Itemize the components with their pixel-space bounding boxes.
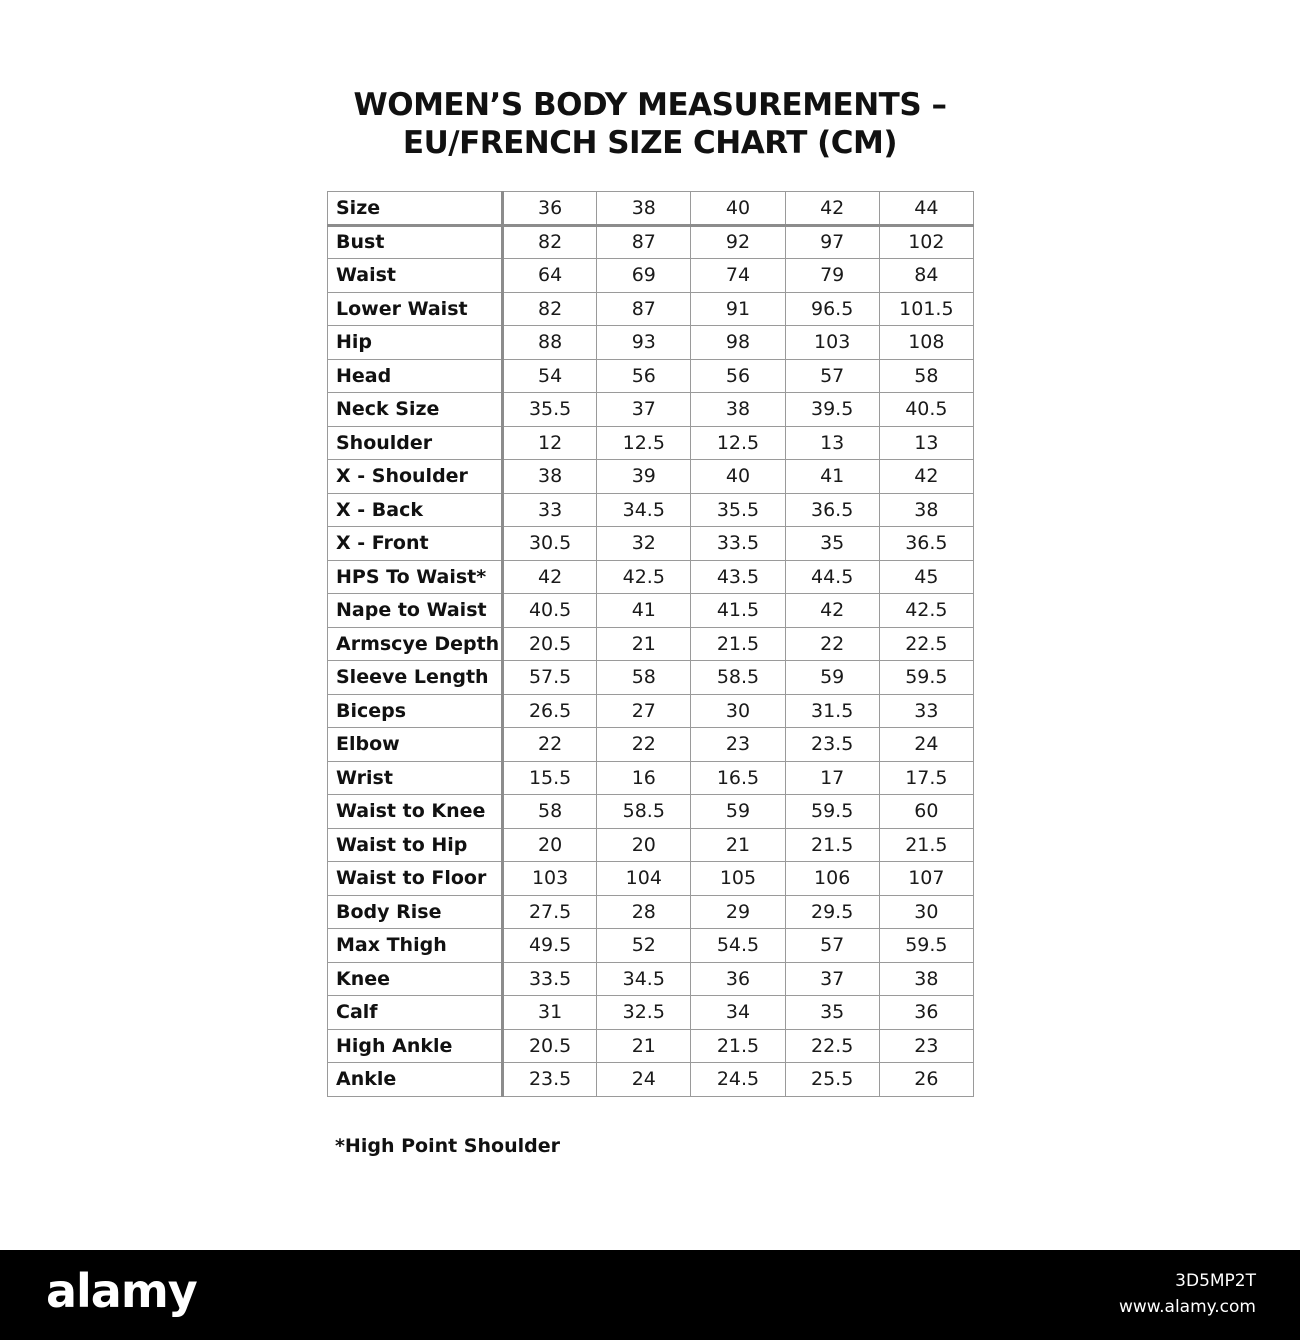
- watermark-banner: [0, 1250, 1300, 1340]
- table-row: [328, 359, 974, 393]
- value-cell: 38: [879, 493, 973, 527]
- value-cell: 103: [785, 326, 879, 360]
- value-cell: 87: [597, 292, 691, 326]
- value-cell: 91: [691, 292, 785, 326]
- value-cell: 30: [879, 895, 973, 929]
- row-label-cell: Knee: [328, 962, 503, 996]
- value-cell: 45: [879, 560, 973, 594]
- value-cell: 38: [691, 393, 785, 427]
- value-cell: 79: [785, 259, 879, 293]
- value-cell: 22: [503, 728, 597, 762]
- value-cell: 42.5: [879, 594, 973, 628]
- row-label-cell: Max Thigh: [328, 929, 503, 963]
- value-cell: 20: [503, 828, 597, 862]
- value-cell: 58.5: [597, 795, 691, 829]
- value-cell: 58.5: [691, 661, 785, 695]
- value-cell: 22: [597, 728, 691, 762]
- table-row: [328, 828, 974, 862]
- value-cell: 33.5: [503, 962, 597, 996]
- value-cell: 101.5: [879, 292, 973, 326]
- value-cell: 21: [597, 627, 691, 661]
- value-cell: 42: [503, 560, 597, 594]
- value-cell: 30: [691, 694, 785, 728]
- row-label-cell: Nape to Waist: [328, 594, 503, 628]
- value-cell: 49.5: [503, 929, 597, 963]
- value-cell: 93: [597, 326, 691, 360]
- row-label-cell: Biceps: [328, 694, 503, 728]
- table-row: [328, 560, 974, 594]
- value-cell: 36.5: [879, 527, 973, 561]
- value-cell: 54.5: [691, 929, 785, 963]
- value-cell: 69: [597, 259, 691, 293]
- value-cell: 26: [879, 1063, 973, 1097]
- value-cell: 37: [785, 962, 879, 996]
- value-cell: 31.5: [785, 694, 879, 728]
- value-cell: 36: [691, 962, 785, 996]
- title-line-2: EU/FRENCH SIZE CHART (CM): [402, 125, 898, 161]
- footnote: *High Point Shoulder: [335, 1135, 560, 1157]
- size-header-cell: 40: [691, 192, 785, 226]
- value-cell: 59.5: [879, 661, 973, 695]
- value-cell: 28: [597, 895, 691, 929]
- value-cell: 22.5: [785, 1029, 879, 1063]
- table-row: [328, 862, 974, 896]
- value-cell: 34.5: [597, 493, 691, 527]
- value-cell: 42: [879, 460, 973, 494]
- value-cell: 41: [785, 460, 879, 494]
- value-cell: 20.5: [503, 1029, 597, 1063]
- value-cell: 92: [691, 225, 785, 259]
- value-cell: 59: [785, 661, 879, 695]
- value-cell: 37: [597, 393, 691, 427]
- row-label-cell: Waist to Floor: [328, 862, 503, 896]
- row-label-cell: Waist to Knee: [328, 795, 503, 829]
- value-cell: 44.5: [785, 560, 879, 594]
- value-cell: 40.5: [879, 393, 973, 427]
- value-cell: 40.5: [503, 594, 597, 628]
- value-cell: 87: [597, 225, 691, 259]
- table-row: [328, 795, 974, 829]
- value-cell: 54: [503, 359, 597, 393]
- row-label-cell: Waist: [328, 259, 503, 293]
- table-row: [328, 1029, 974, 1063]
- value-cell: 35.5: [691, 493, 785, 527]
- value-cell: 41.5: [691, 594, 785, 628]
- size-header-cell: 44: [879, 192, 973, 226]
- row-label-cell: Neck Size: [328, 393, 503, 427]
- row-label-cell: Hip: [328, 326, 503, 360]
- value-cell: 21.5: [691, 1029, 785, 1063]
- row-label-cell: Waist to Hip: [328, 828, 503, 862]
- value-cell: 59.5: [785, 795, 879, 829]
- value-cell: 20: [597, 828, 691, 862]
- value-cell: 59.5: [879, 929, 973, 963]
- row-label-cell: Body Rise: [328, 895, 503, 929]
- value-cell: 34: [691, 996, 785, 1030]
- value-cell: 23.5: [785, 728, 879, 762]
- value-cell: 23: [691, 728, 785, 762]
- row-label-cell: Head: [328, 359, 503, 393]
- value-cell: 32: [597, 527, 691, 561]
- table-row: [328, 527, 974, 561]
- table-row: [328, 627, 974, 661]
- row-label-cell: Ankle: [328, 1063, 503, 1097]
- row-label-cell: X - Front: [328, 527, 503, 561]
- value-cell: 40: [691, 460, 785, 494]
- value-cell: 38: [879, 962, 973, 996]
- value-cell: 21.5: [785, 828, 879, 862]
- value-cell: 21.5: [691, 627, 785, 661]
- table-row: [328, 493, 974, 527]
- value-cell: 21: [691, 828, 785, 862]
- row-label-cell: X - Back: [328, 493, 503, 527]
- value-cell: 13: [879, 426, 973, 460]
- value-cell: 42.5: [597, 560, 691, 594]
- value-cell: 21: [597, 1029, 691, 1063]
- value-cell: 23.5: [503, 1063, 597, 1097]
- value-cell: 58: [503, 795, 597, 829]
- value-cell: 35: [785, 527, 879, 561]
- value-cell: 17.5: [879, 761, 973, 795]
- table-row: [328, 895, 974, 929]
- value-cell: 22: [785, 627, 879, 661]
- size-header-cell: 38: [597, 192, 691, 226]
- table-row: [328, 1063, 974, 1097]
- value-cell: 12: [503, 426, 597, 460]
- value-cell: 31: [503, 996, 597, 1030]
- table-row: [328, 393, 974, 427]
- value-cell: 64: [503, 259, 597, 293]
- value-cell: 106: [785, 862, 879, 896]
- size-chart-table: [327, 191, 974, 1097]
- value-cell: 96.5: [785, 292, 879, 326]
- table-row: [328, 460, 974, 494]
- row-label-cell: Lower Waist: [328, 292, 503, 326]
- value-cell: 39.5: [785, 393, 879, 427]
- header-row: [328, 192, 974, 226]
- value-cell: 39: [597, 460, 691, 494]
- value-cell: 38: [503, 460, 597, 494]
- value-cell: 43.5: [691, 560, 785, 594]
- value-cell: 33: [879, 694, 973, 728]
- value-cell: 34.5: [597, 962, 691, 996]
- value-cell: 27: [597, 694, 691, 728]
- title-line-1: WOMEN’S BODY MEASUREMENTS –: [353, 87, 947, 123]
- value-cell: 33: [503, 493, 597, 527]
- value-cell: 105: [691, 862, 785, 896]
- size-header-cell: 36: [503, 192, 597, 226]
- row-label-cell: X - Shoulder: [328, 460, 503, 494]
- table-row: [328, 426, 974, 460]
- value-cell: 103: [503, 862, 597, 896]
- size-header-cell: 42: [785, 192, 879, 226]
- table-row: [328, 661, 974, 695]
- value-cell: 98: [691, 326, 785, 360]
- row-label-cell: HPS To Waist*: [328, 560, 503, 594]
- table-row: [328, 996, 974, 1030]
- value-cell: 33.5: [691, 527, 785, 561]
- value-cell: 35.5: [503, 393, 597, 427]
- value-cell: 57.5: [503, 661, 597, 695]
- value-cell: 15.5: [503, 761, 597, 795]
- value-cell: 97: [785, 225, 879, 259]
- table-row: [328, 728, 974, 762]
- value-cell: 12.5: [597, 426, 691, 460]
- value-cell: 16: [597, 761, 691, 795]
- value-cell: 36.5: [785, 493, 879, 527]
- row-label-cell: Sleeve Length: [328, 661, 503, 695]
- header-label-cell: Size: [328, 192, 503, 226]
- value-cell: 13: [785, 426, 879, 460]
- value-cell: 57: [785, 929, 879, 963]
- value-cell: 57: [785, 359, 879, 393]
- size-chart-body: [328, 192, 974, 1097]
- table-row: [328, 761, 974, 795]
- value-cell: 27.5: [503, 895, 597, 929]
- value-cell: 56: [597, 359, 691, 393]
- chart-title: [0, 86, 1300, 162]
- value-cell: 20.5: [503, 627, 597, 661]
- value-cell: 30.5: [503, 527, 597, 561]
- table-row: [328, 929, 974, 963]
- value-cell: 84: [879, 259, 973, 293]
- value-cell: 74: [691, 259, 785, 293]
- value-cell: 52: [597, 929, 691, 963]
- value-cell: 58: [597, 661, 691, 695]
- value-cell: 21.5: [879, 828, 973, 862]
- row-label-cell: Wrist: [328, 761, 503, 795]
- value-cell: 82: [503, 292, 597, 326]
- value-cell: 58: [879, 359, 973, 393]
- value-cell: 42: [785, 594, 879, 628]
- value-cell: 102: [879, 225, 973, 259]
- value-cell: 59: [691, 795, 785, 829]
- value-cell: 56: [691, 359, 785, 393]
- value-cell: 104: [597, 862, 691, 896]
- table-row: [328, 694, 974, 728]
- image-id: 3D5MP2T: [1175, 1271, 1256, 1291]
- row-label-cell: Armscye Depth: [328, 627, 503, 661]
- table-row: [328, 594, 974, 628]
- value-cell: 24.5: [691, 1063, 785, 1097]
- value-cell: 29: [691, 895, 785, 929]
- value-cell: 16.5: [691, 761, 785, 795]
- value-cell: 25.5: [785, 1063, 879, 1097]
- value-cell: 32.5: [597, 996, 691, 1030]
- value-cell: 23: [879, 1029, 973, 1063]
- table-row: [328, 962, 974, 996]
- value-cell: 88: [503, 326, 597, 360]
- table-row: [328, 292, 974, 326]
- value-cell: 107: [879, 862, 973, 896]
- table-row: [328, 225, 974, 259]
- value-cell: 26.5: [503, 694, 597, 728]
- value-cell: 36: [879, 996, 973, 1030]
- row-label-cell: Calf: [328, 996, 503, 1030]
- site-url: www.alamy.com: [1118, 1297, 1256, 1317]
- value-cell: 35: [785, 996, 879, 1030]
- value-cell: 29.5: [785, 895, 879, 929]
- row-label-cell: Shoulder: [328, 426, 503, 460]
- value-cell: 17: [785, 761, 879, 795]
- value-cell: 12.5: [691, 426, 785, 460]
- value-cell: 108: [879, 326, 973, 360]
- value-cell: 22.5: [879, 627, 973, 661]
- table-row: [328, 326, 974, 360]
- value-cell: 41: [597, 594, 691, 628]
- alamy-logo: alamy: [46, 1264, 197, 1318]
- value-cell: 60: [879, 795, 973, 829]
- value-cell: 24: [879, 728, 973, 762]
- row-label-cell: Bust: [328, 225, 503, 259]
- row-label-cell: Elbow: [328, 728, 503, 762]
- value-cell: 82: [503, 225, 597, 259]
- value-cell: 24: [597, 1063, 691, 1097]
- table-row: [328, 259, 974, 293]
- banner-info: [1119, 1268, 1256, 1320]
- row-label-cell: High Ankle: [328, 1029, 503, 1063]
